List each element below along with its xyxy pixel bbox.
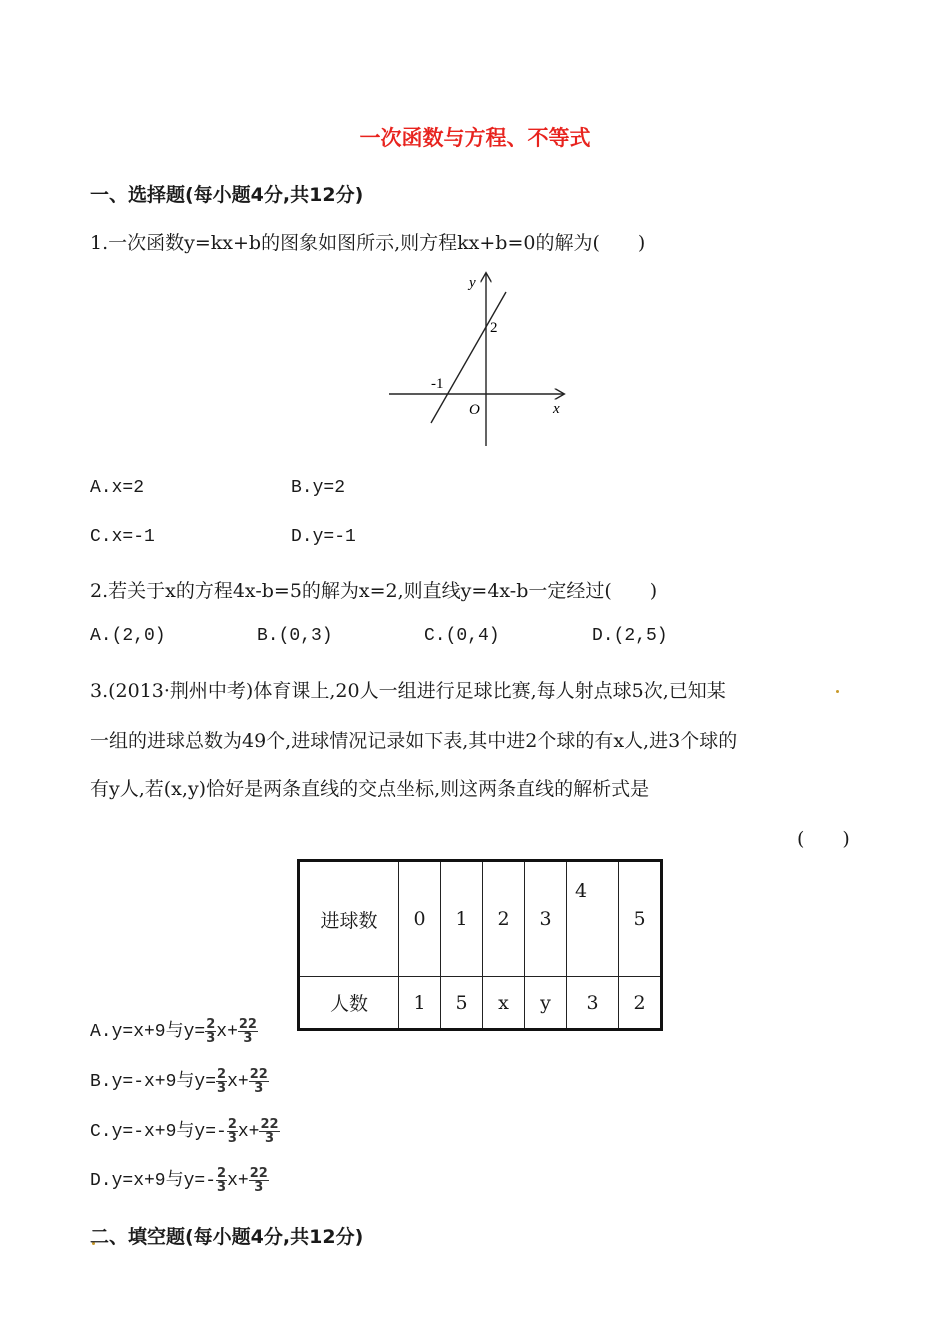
table-cell: y [525,977,567,1030]
x-intercept-label: -1 [431,376,444,392]
q1-line-graph [385,268,570,450]
table-cell: 1 [399,977,441,1030]
x-axis-label: x [553,401,560,417]
y-intercept-label: 2 [490,320,498,336]
table-cell: 3 [525,861,567,977]
question-3-line-1: 3.(2013·荆州中考)体育课上,20人一组进行足球比赛,每人射点球5次,已知某 [90,680,726,702]
q1-option-c: C.x=-1 [90,527,155,547]
q2-option-d: D.(2,5) [592,626,668,646]
section-heading-fill: 二、填空题(每小题4分,共12分) [90,1226,364,1248]
question-3-line-3: 有y人,若(x,y)恰好是两条直线的交点坐标,则这两条直线的解析式是 [90,778,650,800]
table-cell: 1 [441,861,483,977]
q1-option-b: B.y=2 [291,478,346,498]
question-2-stem: 2.若关于x的方程4x-b=5的解为x=2,则直线y=4x-b一定经过( ) [90,580,658,602]
table-cell: x [483,977,525,1030]
table-row [299,977,662,1030]
table-cell: 3 [567,977,619,1030]
q1-option-d: D.y=-1 [291,527,356,547]
q3-option-b: B.y=-x+9与y= $\frac{2}{3}$ x+ $\frac{22}{3}$ [90,1066,268,1096]
q2-option-b: B.(0,3) [257,626,333,646]
table-cell: 5 [441,977,483,1030]
table-header-cell: 人数 [299,977,399,1030]
question-3-line-2: 一组的进球总数为49个,进球情况记录如下表,其中进2个球的有x人,进3个球的 [90,730,738,752]
question-1-stem: 1.一次函数y=kx+b的图象如图所示,则方程kx+b=0的解为( ) [90,232,646,254]
table-cell: 2 [619,977,662,1030]
q2-option-a: A.(2,0) [90,626,166,646]
q2-option-c: C.(0,4) [424,626,500,646]
table-cell: 2 [483,861,525,977]
origin-label: O [469,402,480,418]
question-3-answer-paren: ( ) [797,828,850,850]
goals-table [297,859,663,1031]
table-cell: 0 [399,861,441,977]
page-title: 一次函数与方程、不等式 [359,126,591,150]
q1-option-a: A.x=2 [90,478,145,498]
q3-option-a: A.y=x+9与y= $\frac{2}{3}$ x+ $\frac{22}{3}$ [90,1016,257,1046]
q3-option-d: D.y=x+9与y=- $\frac{2}{3}$ x+ $\frac{22}{3}$ [90,1165,268,1195]
section-heading-choice: 一、选择题(每小题4分,共12分) [90,184,364,206]
table-row [299,861,662,977]
y-axis-label: y [469,275,476,291]
table-header-cell: 进球数 [299,861,399,977]
table-cell: 5 [619,861,662,977]
table-cell: 4 [567,861,619,977]
q3-option-c: C.y=-x+9与y=- $\frac{2}{3}$ x+ $\frac{22}{3}$ [90,1116,279,1146]
marker-dot [836,690,839,693]
